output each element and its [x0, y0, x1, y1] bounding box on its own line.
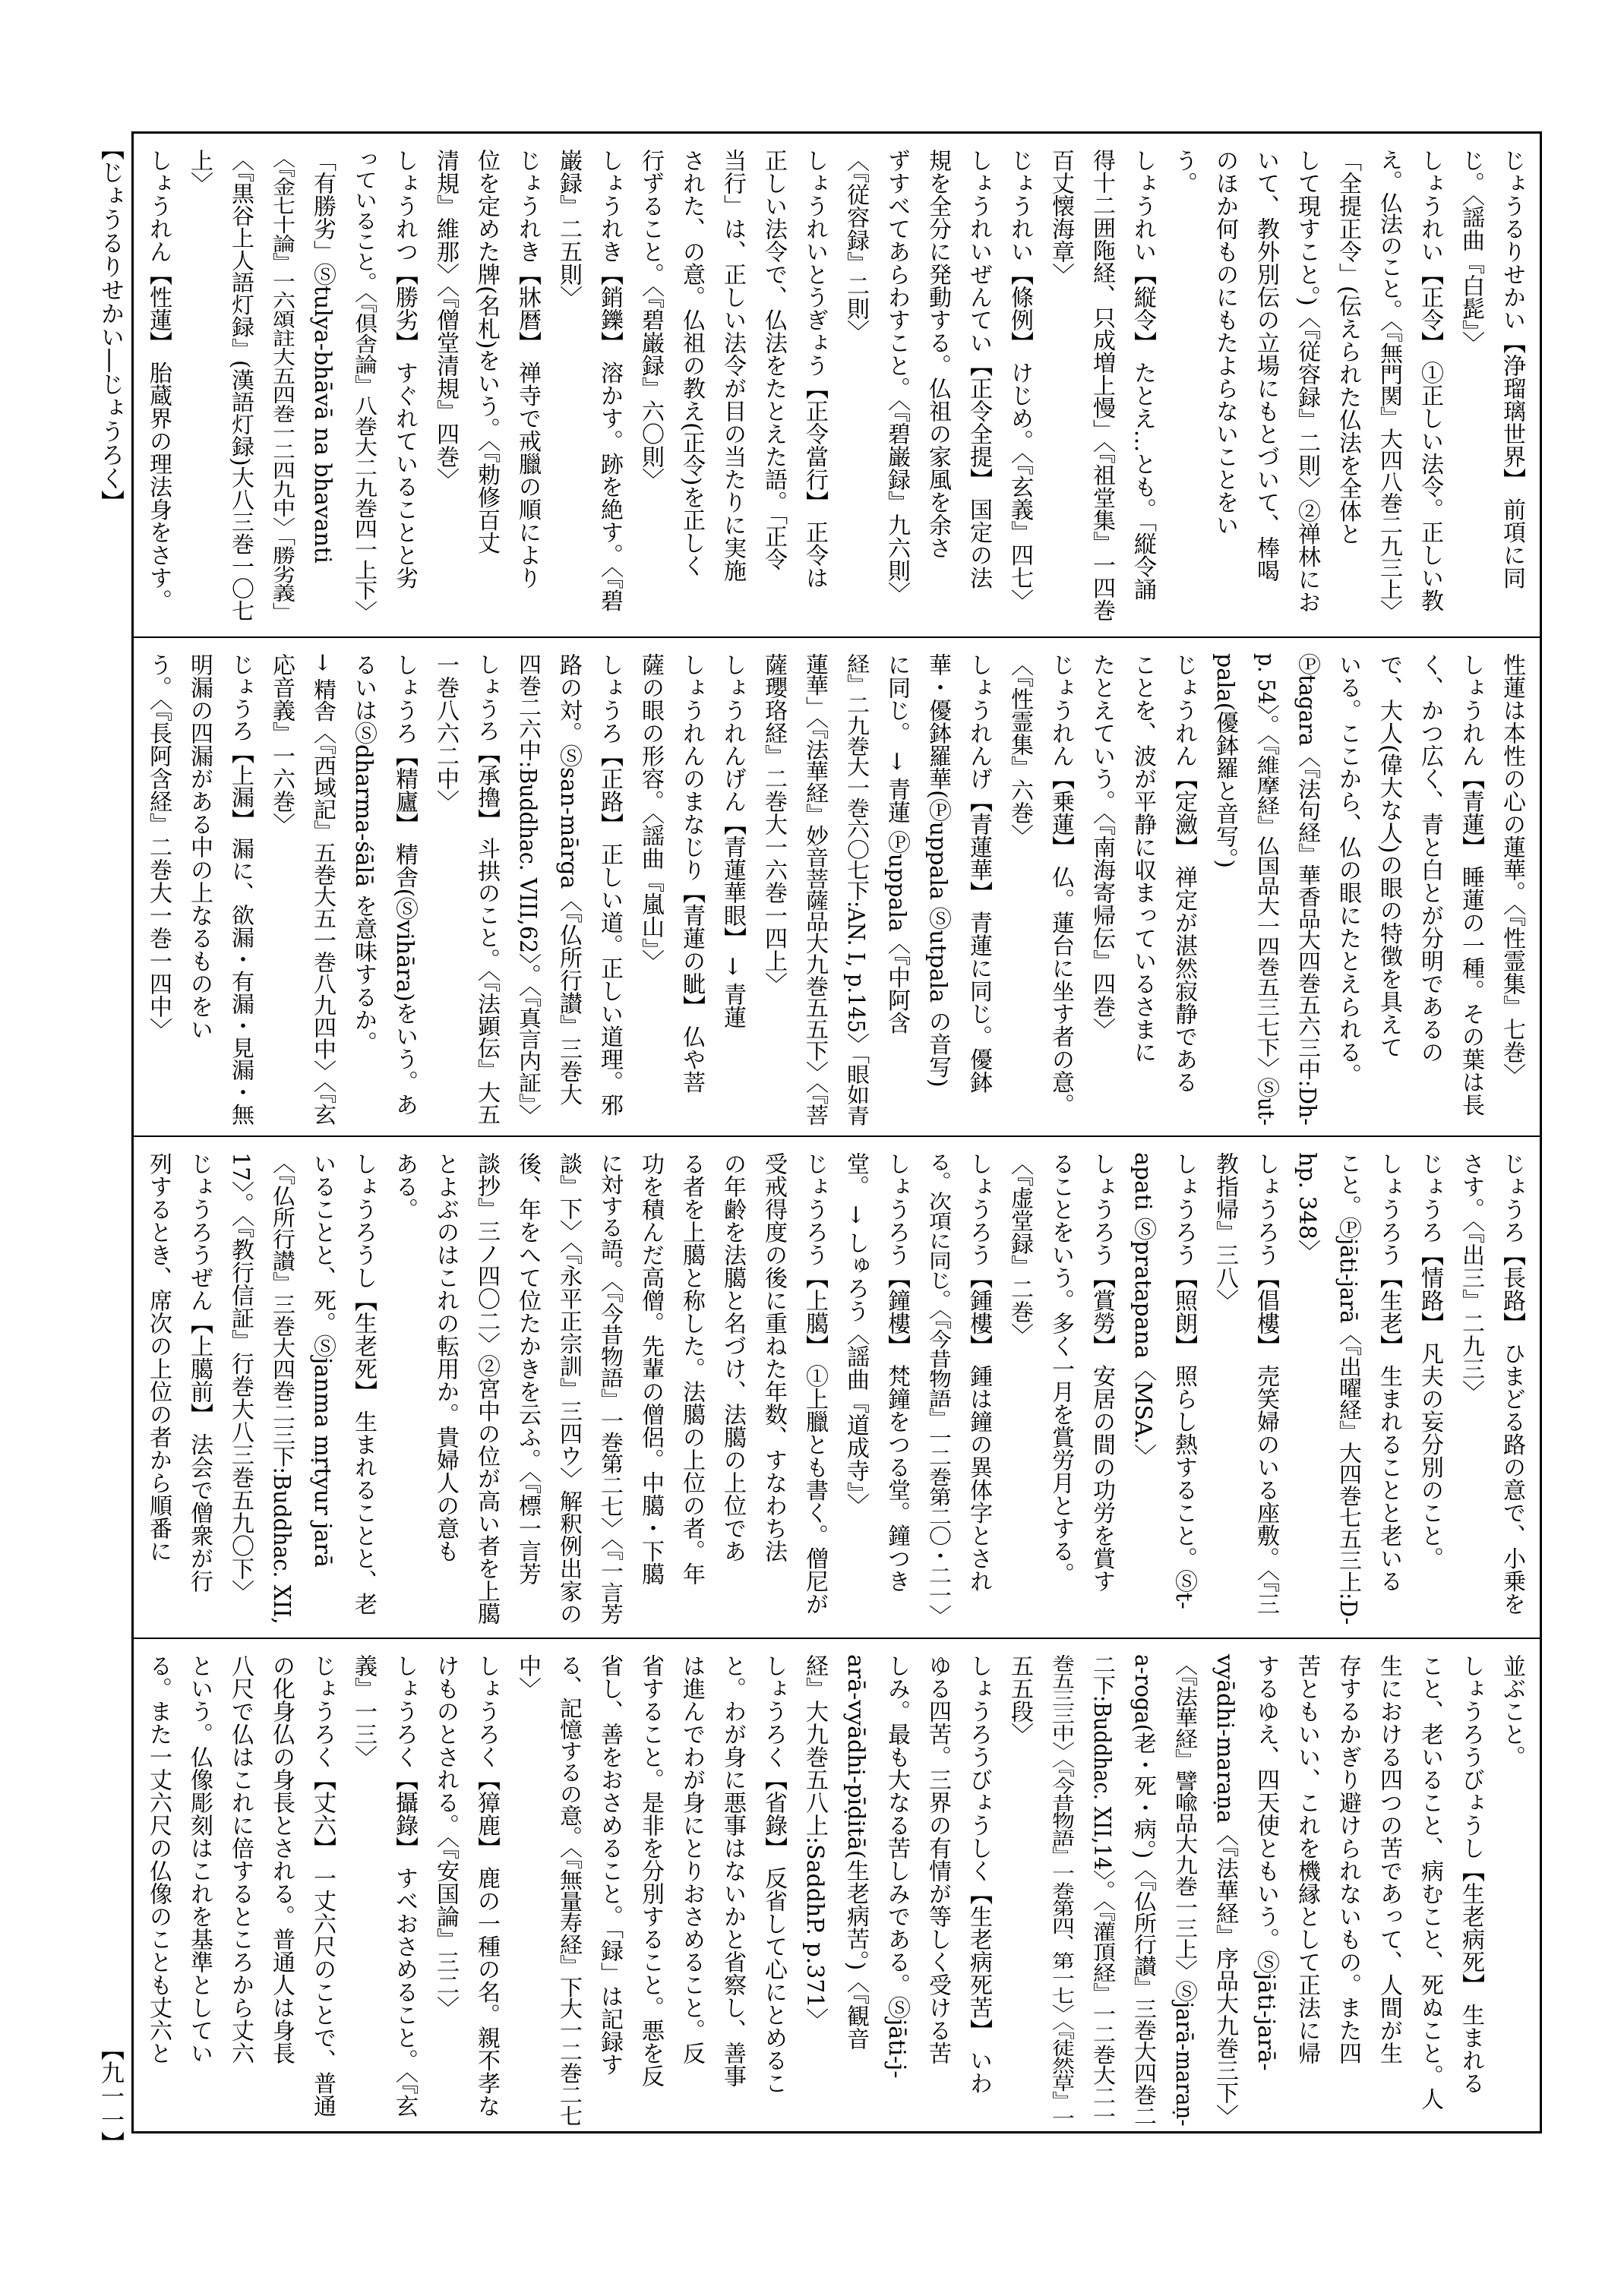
dictionary-line: さす。〈『出三』二九三〉 — [1458, 1152, 1484, 1403]
dictionary-line: 受戒得度の後に重ねた年数、すなわち法 — [760, 1152, 787, 1562]
dictionary-line: 正しい法令で、仏法をたとえた語。「正令 — [760, 149, 787, 570]
dictionary-line: ゆる四苦。三界の有情が等しく受ける苦 — [924, 1654, 951, 2064]
dictionary-line: しょうろく【攝錄】 すべおさめること。〈『玄 — [391, 1654, 418, 2118]
dictionary-line: けものとされる。〈『安国論』三二〉 — [432, 1654, 459, 2019]
dictionary-line: 一巻八六二中〉 — [432, 653, 459, 813]
dictionary-line: 「有勝劣」Ⓢtulya-bhāvā na bhavanti — [309, 149, 336, 564]
dictionary-line: いて、教外別伝の立場にもとづいて、棒喝 — [1253, 149, 1279, 582]
dictionary-line: 教指帰』三八〉 — [1212, 1152, 1238, 1312]
dictionary-line: しょうろ【承擼】 斗拱のこと。〈『法顕伝』大五 — [473, 653, 500, 1126]
dictionary-line: 生における四つの苦であって、人間が生 — [1376, 1654, 1402, 2064]
dictionary-line: 百丈懐海章〉 — [1047, 149, 1074, 286]
dictionary-line: 薩瓔珞経』二巻大一六巻一四上〉 — [760, 653, 787, 995]
dictionary-line: 並ぶこと。 — [1499, 1654, 1525, 1768]
dictionary-line: 性蓮は本性の心の蓮華。〈『性霊集』七巻〉 — [1499, 653, 1525, 1086]
dictionary-line: しょうれんげ【青蓮華】 青蓮に同じ。優鉢 — [965, 653, 992, 1094]
dictionary-line: の年齢を法臈と名づけ、法臈の上位であ — [719, 1152, 746, 1562]
dictionary-line: る。また一丈六尺の仏像のことも丈六と — [145, 1654, 172, 2064]
dictionary-line: で、大人(偉大な人)の眼の特徴を具えて — [1376, 653, 1402, 1059]
running-head: 【じょうるりせかい―じょうろく】 — [96, 137, 124, 513]
dictionary-line: とよぶのはこれの転用か。貴婦人の意も — [432, 1152, 459, 1562]
dictionary-line: しょうれつ【勝劣】 すぐれていることと劣 — [391, 149, 418, 589]
dictionary-line: たとえていう。〈『南海寄帰伝』四巻〉 — [1088, 653, 1115, 1041]
dictionary-line: 〈『性霊集』六巻〉 — [1006, 653, 1033, 847]
dictionary-line: 得十二囲陁経、只成増上慢」〈『祖堂集』一四巻 — [1088, 149, 1115, 621]
dictionary-line: 薩の眼の形容。〈謡曲『嵐山』〉 — [637, 653, 664, 972]
dictionary-line: 〈『金七十論』一六頌註大五四巻一二四九中〉「勝劣義」 — [268, 149, 295, 621]
dictionary-line: しょうろうし【生老死】 生まれることと、老 — [350, 1152, 377, 1615]
dictionary-line: う。〈『長阿含経』二巻大一巻一四中〉 — [145, 653, 172, 1041]
dictionary-line: は進んでわが身にとりおさめること。反 — [678, 1654, 705, 2064]
dictionary-line: しょうろく【省錄】 反省して心にとめるこ — [760, 1654, 787, 2095]
dictionary-line: しょうろ【正路】 正しい道。正しい道理。邪 — [596, 653, 623, 1116]
dictionary-line: 存するかぎり避けられないもの。また四 — [1335, 1654, 1361, 2064]
dictionary-line: 二下:Buddhac. XII,14〉。〈『灌頂経』一二巻大二一 — [1088, 1654, 1115, 2127]
dictionary-line: る、記憶するの意。〈『無量寿経』下大一二巻二七 — [555, 1654, 582, 2127]
dictionary-line: う。 — [1171, 149, 1197, 194]
dictionary-line: しょうれん【青蓮】 睡蓮の一種。その葉は長 — [1458, 653, 1484, 1116]
dictionary-line: という。仏像彫刻はこれを基準としてい — [186, 1654, 213, 2064]
dictionary-line: っていること。〈『倶舎論』八巻大二九巻四一上下〉 — [350, 149, 377, 621]
dictionary-line: しょうれん【性蓮】 胎蔵界の理法身をさす。 — [145, 149, 172, 612]
dictionary-line: 応音義』一六巻〉 — [268, 653, 295, 835]
dictionary-line: しょうれんのまなじり【青蓮の眦】 仏や菩 — [678, 653, 705, 1094]
dictionary-line: 談抄』三ノ四〇二〉②宮中の位が高い者を上臈 — [473, 1152, 500, 1625]
tier-3 — [134, 1137, 1540, 1638]
dictionary-line: しょうれい【縦令】 たとえ…とも。「縦令誦 — [1130, 149, 1156, 601]
dictionary-line: 義』一三〉 — [350, 1654, 377, 1768]
dictionary-line: じょうろく【丈六】 一丈六尺のことで、普通 — [309, 1654, 336, 2118]
dictionary-line: 上〉 — [186, 149, 213, 194]
dictionary-line: 華・優鉢羅華(Ⓟuppala Ⓢutpala の音写) — [924, 653, 951, 1088]
dictionary-line: ることをいう。多く一月を賞労月とする。 — [1047, 1152, 1074, 1585]
dictionary-line: 省すること。是非を分別すること。悪を反 — [637, 1654, 664, 2087]
tier-2 — [134, 638, 1540, 1135]
dictionary-line: じょうれき【牀暦】 禅寺で戒臘の順により — [514, 149, 541, 589]
dictionary-line: しょうれんげん【青蓮華眼】 → 青蓮 — [719, 653, 746, 1029]
dictionary-line: 17〉。〈『教行信証』行巻大八三巻五九〇下〉 — [227, 1152, 254, 1603]
dictionary-line: pala(優鉢羅と音写。) — [1212, 653, 1238, 868]
dictionary-line: 後、年をへて位たかきを云ふ。〈『標一言芳 — [514, 1152, 541, 1585]
dictionary-line: え。仏法のこと。〈『無門関』大四八巻二九三上〉 — [1376, 149, 1402, 621]
dictionary-line: 八尺で仏はこれに倍するところから丈六 — [227, 1654, 254, 2064]
dictionary-line: じ。〈謡曲『白髭』〉 — [1458, 149, 1484, 354]
page-number: 【九一一】 — [96, 2037, 124, 2155]
dictionary-line: る者を上臈と称した。法臈の上位の者。年 — [678, 1152, 705, 1585]
dictionary-line: Ⓟtagara〈『法句経』華香品大四巻五六三中:Dh- — [1294, 653, 1320, 1126]
dictionary-line: 堂。 → しゅろう〈謡曲『道成寺』〉 — [842, 1152, 869, 1517]
dictionary-line: 巻五三三中〉〈『今昔物語』一巻第四、第一七〉〈『徒然草』一 — [1047, 1654, 1074, 2127]
dictionary-line: 省し、善をおさめること。「録」は記録す — [596, 1654, 623, 2076]
dictionary-line: 〈『仏所行讃』三巻大四巻二三下:Buddhac. XII, — [268, 1152, 295, 1625]
dictionary-line: 〈『黒谷上人語灯録』(漢語灯録)大八三巻一〇七 — [227, 149, 254, 622]
dictionary-line: された、の意。仏祖の教え(正令)を正しく — [678, 149, 705, 577]
dictionary-line: いることと、死。Ⓢjanma mṛtyur jarā — [309, 1152, 336, 1568]
dictionary-line: しょうろうびょうし【生老病死】 生まれる — [1458, 1654, 1484, 2095]
dictionary-line: しょうろう【照朗】 照らし熱すること。Ⓢt- — [1171, 1152, 1197, 1609]
dictionary-line: 位を定めた牌(名札)をいう。〈『勅修百丈 — [473, 149, 500, 554]
dictionary-line: → 精舎〈『西域記』五巻大五一巻八九四中〉〈『玄 — [309, 653, 336, 1126]
dictionary-line: じょうろ【情路】 凡夫の妄分別のこと。 — [1417, 1152, 1443, 1570]
dictionary-line: しょうろ【精廬】 精舎(Ⓢvihāra)をいう。あ — [391, 653, 418, 1116]
dictionary-line: しょうれいぜんてい【正令全提】 国定の法 — [965, 149, 992, 589]
dictionary-line: 経』二九巻大一巻六〇七下:AN. I, p.145〉「眼如青 — [842, 653, 869, 1126]
dictionary-line: ある。 — [391, 1152, 418, 1221]
dictionary-line: 四巻二六中:Buddhac. VIII,62〉。〈『真言内証』〉 — [514, 653, 541, 1126]
dictionary-line: いる。ここから、仏の眼にたとえられる。 — [1335, 653, 1361, 1086]
dictionary-line: 中〉 — [514, 1654, 541, 1700]
dictionary-line: 経』大九巻五八上:SaddhP. p.371〉 — [801, 1654, 828, 2031]
dictionary-line: しょうろうびょうしく【生老病死苦】 いわ — [965, 1654, 992, 2095]
dictionary-line: じょうろ【上漏】 漏に、欲漏・有漏・見漏・無 — [227, 653, 254, 1126]
dictionary-line: 〈『虚堂録』二巻〉 — [1006, 1152, 1033, 1346]
tier-1 — [134, 134, 1540, 636]
dictionary-line: に対する語。〈『今昔物語』一巻第二七〉〈『一言芳 — [596, 1152, 623, 1625]
dictionary-line: に同じ。 → 青蓮 Ⓟuppala〈『中阿含 — [883, 653, 910, 1034]
dictionary-line: と。わが身に悪事はないかと省察し、善事 — [719, 1654, 746, 2087]
dictionary-line: しょうろう【賞勞】 安居の間の功労を賞す — [1088, 1152, 1115, 1593]
dictionary-line: arā-vyādhi-pīḍitā(生老病苦。)〈『観音 — [842, 1654, 869, 2051]
dictionary-line: じょうろうぜん【上臈前】 法会で僧衆が行 — [186, 1152, 213, 1593]
dictionary-line: 巌録』二五則〉 — [555, 149, 582, 308]
dictionary-line: く、かつ広く、青と白とが分明であるの — [1417, 653, 1443, 1063]
dictionary-line: 明漏の四漏がある中の上なるものをい — [186, 653, 213, 1041]
dictionary-line: 談』下〉〈『永平正宗訓』三四ウ〉解釈例出家の — [555, 1152, 582, 1625]
tier-4 — [134, 1639, 1540, 2133]
dictionary-line: 清規』維那〉〈『僧堂清規』四巻〉 — [432, 149, 459, 491]
dictionary-line: じょうるりせかい【浄瑠璃世界】 前項に同 — [1499, 149, 1525, 589]
dictionary-line: p. 54〉。〈『維摩経』仏国品大一四巻五三七下〉Ⓢut- — [1253, 653, 1279, 1126]
dictionary-line: 当行」は、正しい法令が目の当たりに実施 — [719, 149, 746, 582]
dictionary-line: しょうろう【倡樓】 売笑婦のいる座敷。〈『三 — [1253, 1152, 1279, 1615]
dictionary-line: して現すこと。)〈『従容録』二則〉②禅林にお — [1294, 149, 1320, 614]
dictionary-line: ことを、波が平静に収まっているさまに — [1130, 653, 1156, 1063]
dictionary-line: じょうれん【乗蓮】 仏。蓮台に坐す者の意。 — [1047, 653, 1074, 1116]
dictionary-line: のほか何ものにもたよらないことをい — [1212, 149, 1238, 536]
dictionary-line: こと、老いること、病むこと、死ぬこと。人 — [1417, 1654, 1443, 2110]
dictionary-line: 行ずること。〈『碧巌録』六〇則〉 — [637, 149, 664, 491]
dictionary-line: a-roga(老・死・病。)〈『仏所行讃』三巻大四巻二 — [1130, 1654, 1156, 2127]
dictionary-line: こと。Ⓟjāti-jarā〈『出曜経』大四巻七五三上:D- — [1335, 1152, 1361, 1625]
dictionary-line: hp. 348〉 — [1294, 1152, 1320, 1262]
dictionary-line: じょうろう【上臈】 ①上臘とも書く。僧尼が — [801, 1152, 828, 1615]
dictionary-line: しょうれき【銷鑠】 溶かす。跡を絶す。〈『碧 — [596, 149, 623, 612]
dictionary-line: vyādhi-maraṇa〈『法華経』序品大九巻三下〉 — [1212, 1654, 1238, 2127]
dictionary-line: 規を全分に発動する。仏祖の家風を余さ — [924, 149, 951, 559]
dictionary-line: しみ。最も大なる苦しみである。Ⓢjāti-j- — [883, 1654, 910, 2079]
dictionary-line: しょうろう【鍾樓】 鍾は鐘の異体字とされ — [965, 1152, 992, 1593]
dictionary-line: じょうろ【長路】 ひまどる路の意で、小乗を — [1499, 1152, 1525, 1615]
dictionary-line: 路の対。Ⓢsan-mārga〈『仏所行讃』三巻大 — [555, 653, 582, 1106]
dictionary-line: る。次項に同じ。〈『今昔物語』一二巻第二〇・二一〉 — [924, 1152, 951, 1625]
dictionary-line: 蓮華」〈『法華経』妙音菩薩品大九巻五五下〉〈『菩 — [801, 653, 828, 1126]
dictionary-line: 〈『法華経』譬喩品大九巻一三上〉Ⓢjarā-maraṇ- — [1171, 1654, 1197, 2127]
dictionary-line: しょうろう【鐘樓】 梵鐘をつる堂。鐘つき — [883, 1152, 910, 1593]
dictionary-line: るいはⓈdharma-śālā を意味するか。 — [350, 653, 377, 1054]
dictionary-line: 五五段〉 — [1006, 1654, 1033, 1745]
dictionary-line: 〈『従容録』二則〉 — [842, 149, 869, 343]
dictionary-line: じょうれん【定瀲】 禅定が湛然寂静である — [1171, 653, 1197, 1094]
dictionary-line: ずすべてあらわすこと。〈『碧巌録』九六則〉 — [883, 149, 910, 605]
dictionary-line: apati Ⓢpratapana〈MSA.〉 — [1130, 1152, 1156, 1467]
dictionary-line: 苦ともいい、これを機縁として正法に帰 — [1294, 1654, 1320, 2064]
dictionary-line: するゆえ、四天使ともいう。Ⓢjāti-jarā- — [1253, 1654, 1279, 2071]
dictionary-line: じょうれい【條例】 けじめ。〈『玄義』四七〉 — [1006, 149, 1033, 612]
dictionary-line: の化身仏の身長とされる。普通人は身長 — [268, 1654, 295, 2064]
dictionary-line: しょうれいとうぎょう【正令當行】 正令は — [801, 149, 828, 589]
dictionary-line: しょうれい【正令】 ①正しい法令。正しい教 — [1417, 149, 1443, 612]
dictionary-line: しょうろう【生老】 生まれることと老いる — [1376, 1152, 1402, 1593]
dictionary-line: 「全提正令」(伝えられた仏法を全体と — [1335, 149, 1361, 545]
dictionary-line: しょうろく【獐鹿】 鹿の一種の名。親不孝な — [473, 1654, 500, 2118]
dictionary-line: 功を積んだ高僧。先輩の僧侶。中臈・下臈 — [637, 1152, 664, 1585]
dictionary-line: 列するとき、席次の上位の者から順番に — [145, 1152, 172, 1562]
